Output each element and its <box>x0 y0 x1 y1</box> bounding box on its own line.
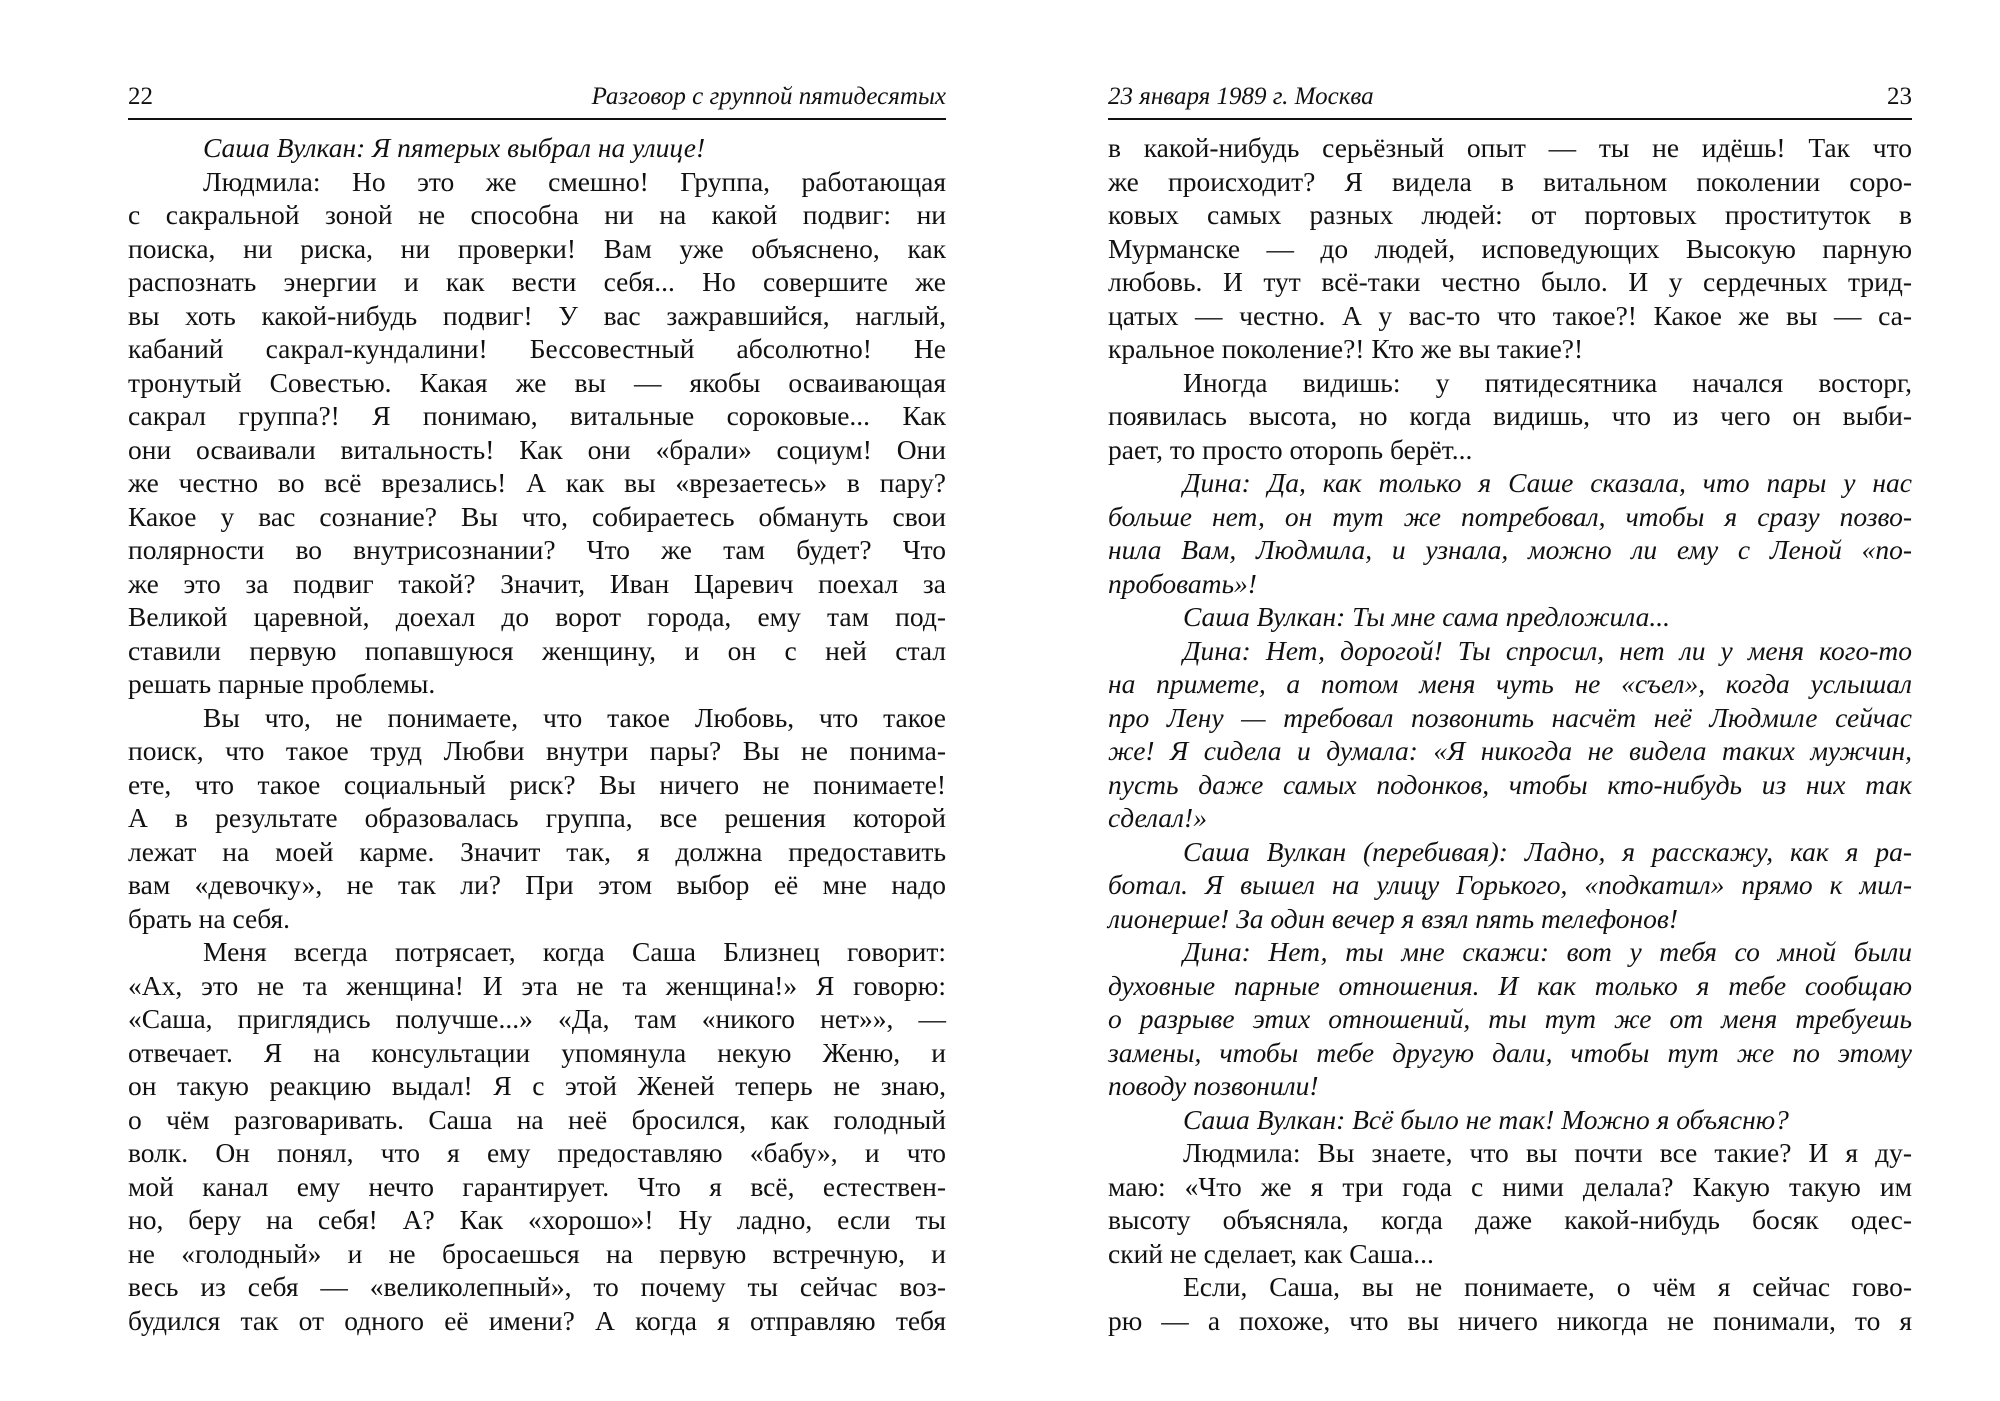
text-line: пусть даже самых подонков, чтобы кто-нибудь из них так <box>1108 768 1912 800</box>
text-line: не «голодный» и не бросаешься на первую встречную, и <box>128 1237 946 1269</box>
text-line: маю: «Что же я три года с ними делала? Какую такую им <box>1108 1170 1912 1202</box>
text-line: же честно во всё врезались! А как вы «врезаетесь» в пару? <box>128 467 946 498</box>
text-line: Какое у вас сознание? Вы что, собираетесь обмануть свои <box>128 500 946 532</box>
text-line: лионерше! За один вечер я взял пять телефонов! <box>1108 902 1678 934</box>
text-line: поиск, что такое труд Любви внутри пары? Вы не понима- <box>128 735 946 766</box>
text-line: появилась высота, но когда видишь, что из чего он выби- <box>1108 400 1912 431</box>
text-line: вы хоть какой-нибудь подвиг! У вас зажравшийся, наглый, <box>128 299 946 331</box>
text-line: же! Я сидела и думала: «Я никогда не видела таких мужчин, <box>1108 735 1912 766</box>
text-line: духовные парные отношения. И как только я тебе сообщаю <box>1108 969 1912 1001</box>
text-line: Людмила: Вы знаете, что вы почти все такие? И я ду- <box>1183 1137 1912 1168</box>
text-line: А в результате образовалась группа, все решения которой <box>128 802 946 833</box>
text-line: ете, что такое социальный риск? Вы ничего не понимаете! <box>128 768 946 800</box>
text-line: Саша Вулкан: Я пятерых выбрал на улице! <box>203 132 706 163</box>
text-line: поиска, ни риска, ни проверки! Вам уже объяснено, как <box>128 232 946 264</box>
text-line: Великой царевной, доехал до ворот города, ему там под- <box>128 601 946 632</box>
text-line: высоту объясняла, когда даже какой-нибудь босяк одес- <box>1108 1204 1912 1235</box>
text-line: же происходит? Я видела в витальном поколении соро- <box>1108 165 1912 197</box>
text-line: ский не сделает, как Саша... <box>1108 1237 1434 1269</box>
text-line: Саша Вулкан: Ты мне сама предложила... <box>1183 601 1670 632</box>
text-line: в какой-нибудь серьёзный опыт — ты не идёшь! Так что <box>1108 132 1912 163</box>
text-line: тронутый Совестью. Какая же вы — якобы осваивающая <box>128 366 946 398</box>
text-line: они осваивали витальность! Как они «брали» социум! Они <box>128 433 946 465</box>
text-line: кральное поколение?! Кто же вы такие?! <box>1108 333 1584 364</box>
text-line: будился так от одного её имени? А когда я отправляю тебя <box>128 1304 946 1336</box>
text-line: пробовать»! <box>1108 567 1257 599</box>
text-line: кабаний сакрал-кундалини! Бессовестный абсолютно! Не <box>128 333 946 364</box>
text-line: лежат на моей карме. Значит так, я должна предоставить <box>128 835 946 867</box>
text-line: рает, то просто оторопь берёт... <box>1108 433 1473 465</box>
page-number: 23 <box>1887 83 1912 110</box>
text-line: Иногда видишь: у пятидесятника начался восторг, <box>1183 366 1912 398</box>
text-line: же это за подвиг такой? Значит, Иван Царевич поехал за <box>128 567 946 599</box>
page-number: 22 <box>128 83 153 110</box>
text-line: брать на себя. <box>128 902 291 934</box>
text-line: мой канал ему нечто гарантирует. Что я всё, естествен- <box>128 1170 946 1202</box>
right-page-text <box>1108 131 1912 1337</box>
text-line: «Саша, приглядись получше...» «Да, там «никого нет»», — <box>128 1003 946 1034</box>
text-line: волк. Он понял, что я ему предоставляю «бабу», и что <box>128 1137 946 1168</box>
text-line: Меня всегда потрясает, когда Саша Близнец говорит: <box>203 936 946 967</box>
running-head: 23 января 1989 г. Москва <box>1108 83 1374 110</box>
text-line: распознать энергии и как вести себя... Но совершите же <box>128 266 946 297</box>
running-head: Разговор с группой пятидесятых <box>591 83 946 110</box>
text-line: «Ах, это не та женщина! И эта не та женщина!» Я говорю: <box>128 969 946 1001</box>
text-line: Мурманске — до людей, исповедующих Высокую парную <box>1108 232 1912 264</box>
text-line: любовь. И тут всё-таки честно было. И у сердечных трид- <box>1108 266 1912 297</box>
text-line: Саша Вулкан: Всё было не так! Можно я объясню? <box>1183 1103 1789 1135</box>
text-line: Людмила: Но это же смешно! Группа, работающая <box>203 165 946 197</box>
text-line: нила Вам, Людмила, и узнала, можно ли ему с Леной «по- <box>1108 534 1912 565</box>
text-line: Дина: Нет, дорогой! Ты спросил, нет ли у меня кого-то <box>1183 634 1912 666</box>
text-line: весь из себя — «великолепный», то почему ты сейчас воз- <box>128 1271 946 1302</box>
text-line: про Лену — требовал позвонить насчёт неё Людмиле сейчас <box>1108 701 1912 733</box>
text-line: с сакральной зоной не способна ни на какой подвиг: ни <box>128 199 946 230</box>
right-page-header <box>1108 76 1912 120</box>
text-line: замены, чтобы тебе другую дали, чтобы тут же по этому <box>1108 1036 1912 1068</box>
text-line: на примете, а потом меня чуть не «съел», когда услышал <box>1108 668 1912 699</box>
text-line: Если, Саша, вы не понимаете, о чём я сейчас гово- <box>1183 1271 1912 1302</box>
text-line: он такую реакцию выдал! Я с этой Женей теперь не знаю, <box>128 1070 946 1101</box>
text-line: сакрал группа?! Я понимаю, витальные сороковые... Как <box>128 400 946 431</box>
right-page <box>1000 0 2000 1401</box>
text-line: но, беру на себя! А? Как «хорошо»! Ну ладно, если ты <box>128 1204 946 1235</box>
left-page-text <box>128 131 946 1337</box>
text-line: ковых самых разных людей: от портовых проституток в <box>1108 199 1912 230</box>
text-line: решать парные проблемы. <box>128 668 436 699</box>
text-line: отвечает. Я на консультации упомянула некую Женю, и <box>128 1036 946 1068</box>
text-line: ставили первую попавшуюся женщину, и он с ней стал <box>128 634 946 666</box>
text-line: поводу позвонили! <box>1108 1070 1319 1101</box>
text-line: Вы что, не понимаете, что такое Любовь, что такое <box>203 701 946 733</box>
text-line: полярности во внутрисознании? Что же там будет? Что <box>128 534 946 565</box>
text-line: рю — а похоже, что вы ничего никогда не понимали, то я <box>1108 1304 1912 1336</box>
left-page-header <box>128 76 946 120</box>
text-line: больше нет, он тут же потребовал, чтобы я сразу позво- <box>1108 500 1912 532</box>
text-line: сделал!» <box>1108 802 1207 833</box>
text-line: о чём разговаривать. Саша на неё бросился, как голодный <box>128 1103 946 1135</box>
text-line: цатых — честно. А у вас-то что такое?! Какое же вы — са- <box>1108 299 1912 331</box>
text-line: Дина: Да, как только я Саше сказала, что пары у нас <box>1183 467 1912 498</box>
text-line: Саша Вулкан (перебивая): Ладно, я расскажу, как я ра- <box>1183 835 1912 867</box>
text-line: о разрыве этих отношений, ты тут же от меня требуешь <box>1108 1003 1912 1034</box>
text-line: Дина: Нет, ты мне скажи: вот у тебя со мной были <box>1183 936 1912 967</box>
text-line: ботал. Я вышел на улицу Горького, «подкатил» прямо к мил- <box>1108 869 1912 900</box>
text-line: вам «девочку», не так ли? При этом выбор её мне надо <box>128 869 946 900</box>
